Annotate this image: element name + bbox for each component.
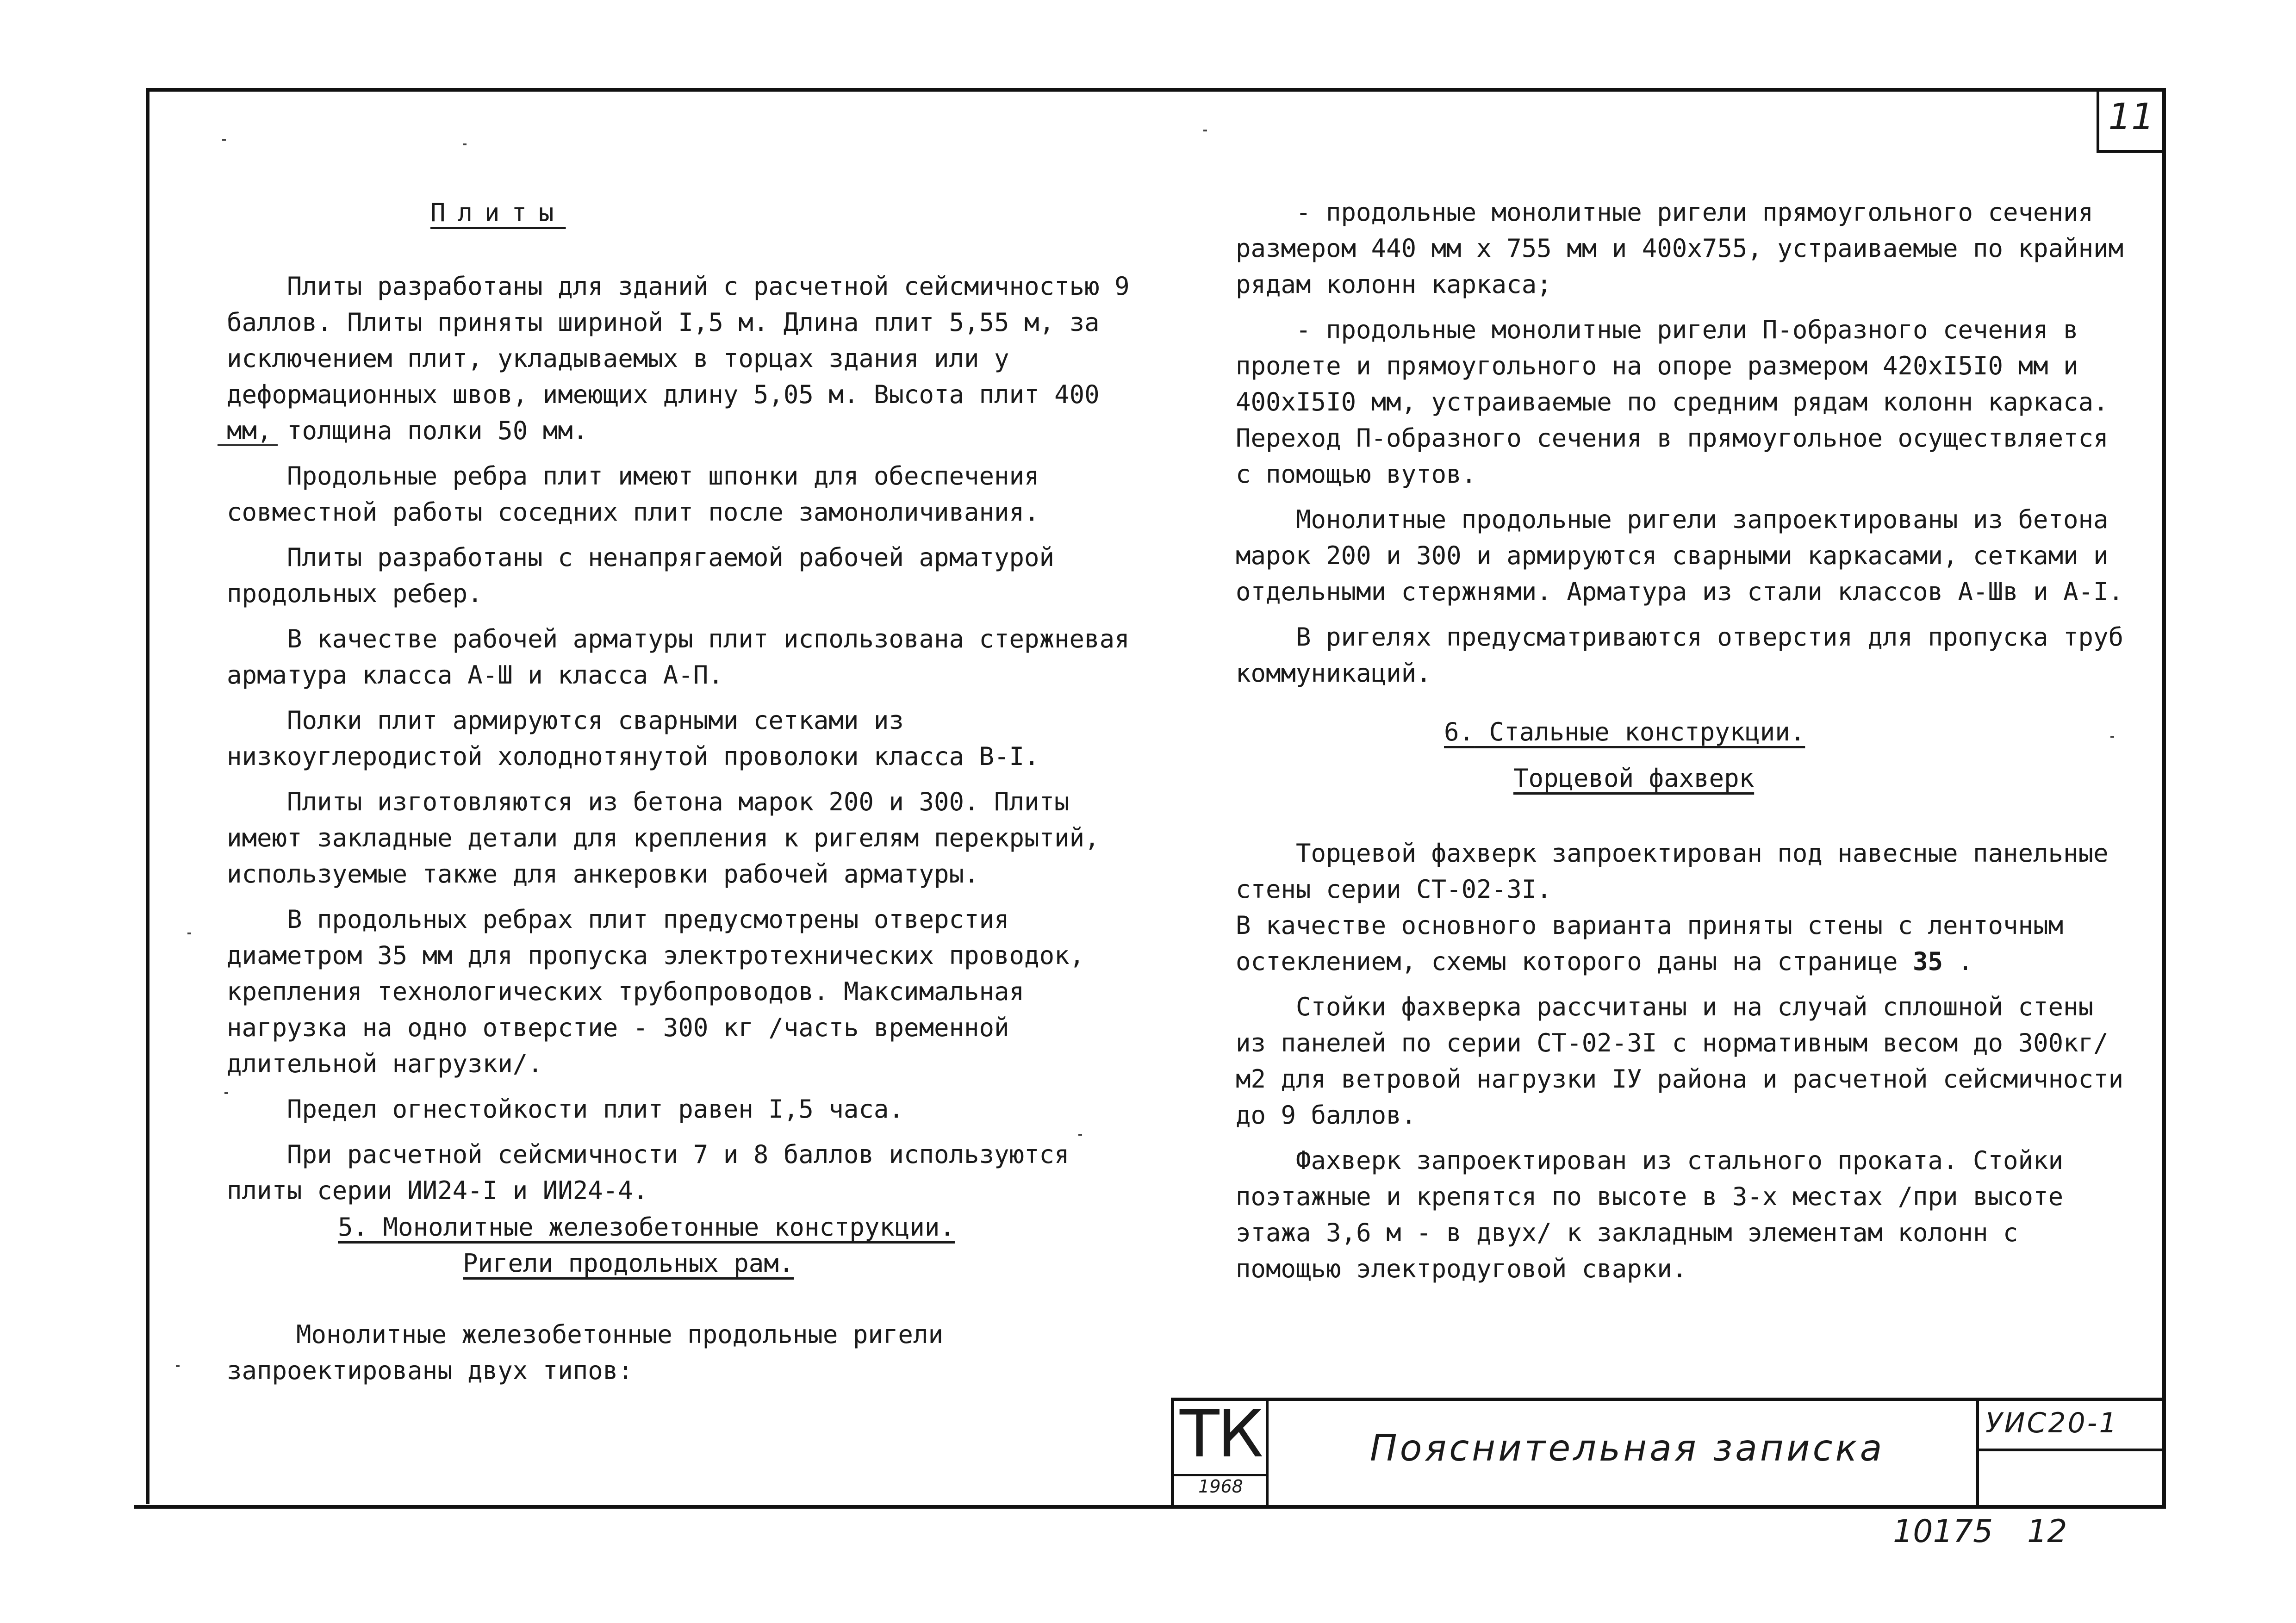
heading-plates: Плиты bbox=[430, 198, 566, 227]
right-column bbox=[1236, 194, 2124, 701]
scan-speck bbox=[1203, 130, 1207, 131]
title-block-divider bbox=[1976, 1449, 2166, 1451]
left-column bbox=[227, 268, 1134, 1218]
scan-speck bbox=[1078, 1134, 1082, 1136]
paragraph: Плиты разработаны для зданий с расчетной сейсмичностью 9 баллов. Плиты приняты шириной I,5 м. Длина плит 5,55 м, за исключением плит, укладываемых в торцах здания или у деформационных швов, имеющих длину 5,05 м. Высота плит 400 мм, толщина полки 50 мм. bbox=[227, 272, 1130, 445]
section-6-heading bbox=[1444, 717, 1805, 746]
paragraph: При расчетной сейсмичности 7 и 8 баллов используются плиты серии ИИ24-I и ИИ24-4. bbox=[227, 1140, 1070, 1205]
paragraph: В продольных ребрах плит предусмотрены отверстия диаметром 35 мм для пропуска электротехнических проводок, крепления технологических трубопроводов. Максимальная нагрузка на одно отверстие - 300 кг /часть временной длительной нагрузки/. bbox=[227, 905, 1085, 1078]
title-block-divider bbox=[1976, 1398, 1979, 1509]
frame-right-border bbox=[2162, 88, 2166, 1509]
paragraph: Полки плит армируются сварными сетками из низкоуглеродистой холоднотянутой проволоки класса В-I. bbox=[227, 706, 1039, 771]
paragraph: Монолитные железобетонные продольные ригели запроектированы двух типов: bbox=[227, 1320, 943, 1385]
scan-speck bbox=[176, 1365, 180, 1367]
tk-year: 1968 bbox=[1198, 1476, 1243, 1497]
paragraph: Фахверк запроектирован из стального проката. Стойки поэтажные и крепятся по высоте в 3-х местах /при высоте этажа 3,6 м - в двух/ к закладным элементам колонн с помощью электродуговой сварки. bbox=[1236, 1146, 2064, 1283]
sheet-number: 12 bbox=[2027, 1513, 2067, 1550]
variant-page-ref: 35 bbox=[1913, 947, 1943, 976]
frame-top-border bbox=[146, 88, 2166, 92]
section-6-number: 6. bbox=[1444, 717, 1475, 746]
inventory-number: 10175 bbox=[1893, 1513, 1993, 1550]
title-block-divider bbox=[1171, 1398, 1174, 1509]
paragraph: Продольные ребра плит имеют шпонки для обеспечения совместной работы соседних плит после замоноличивания. bbox=[227, 461, 1039, 527]
paragraph: Плиты разработаны с ненапрягаемой рабочей арматурой продольных ребер. bbox=[227, 543, 1055, 608]
paragraph: В качестве рабочей арматуры плит использована стержневая арматура класса А-Ш и класса А-П. bbox=[227, 624, 1130, 690]
scan-speck bbox=[463, 143, 467, 145]
left-closing bbox=[227, 1317, 1134, 1389]
title-block-divider bbox=[1266, 1398, 1269, 1509]
scan-speck bbox=[2110, 736, 2114, 738]
section-5-subtitle: Ригели продольных рам. bbox=[463, 1249, 794, 1278]
paragraph: Торцевой фахверк запроектирован под навесные панельные стены серии СТ-02-3I. bbox=[1236, 839, 2109, 904]
paragraph: - продольные монолитные ригели прямоугольного сечения размером 440 мм х 755 мм и 400х755, устраиваемые по крайним рядам колонн каркаса; bbox=[1236, 198, 2124, 299]
section-6-title: Стальные конструкции. bbox=[1489, 717, 1805, 746]
frame-left-border bbox=[146, 88, 149, 1504]
variant-paragraph bbox=[1236, 908, 2124, 980]
paragraph: Предел огнестойкости плит равен I,5 часа. bbox=[287, 1094, 904, 1124]
paragraph: Плиты изготовляются из бетона марок 200 и 300. Плиты имеют закладные детали для крепления к ригелям перекрытий, используемые также для анкеровки рабочей арматуры. bbox=[227, 787, 1100, 889]
paragraph: - продольные монолитные ригели П-образного сечения в пролете и прямоугольного на опоре размером 420хI5I0 мм и 400хI5I0 мм, устраиваемые по средним рядам колонн каркаса. Переход П-образного сечения в прямоугольное осуществляется с помощью вутов. bbox=[1236, 315, 2109, 489]
tk-logo: ТК bbox=[1180, 1397, 1262, 1472]
paragraph: Стойки фахверка рассчитаны и на случай сплошной стены из панелей по серии СТ-02-3I с нормативным весом до 300кг/м2 для ветровой нагрузки IУ района и расчетной сейсмичности до 9 баллов. bbox=[1236, 992, 2124, 1130]
document-code: УИС20-1 bbox=[1985, 1407, 2119, 1439]
frame-bottom-border bbox=[134, 1505, 2166, 1509]
section-5-title: Монолитные железобетонные конструкции. bbox=[383, 1213, 955, 1242]
variant-end: . bbox=[1958, 947, 1973, 976]
scan-speck bbox=[187, 933, 191, 934]
paragraph: В ригелях предусматриваются отверстия для пропуска труб коммуникаций. bbox=[1236, 622, 2124, 688]
right-column-lower bbox=[1236, 835, 2124, 1296]
section-5-heading bbox=[338, 1213, 955, 1242]
paragraph: Монолитные продольные ригели запроектированы из бетона марок 200 и 300 и армируются сварными каркасами, сетками и отдельными стержнями. Арматура из стали классов А-Шв и А-I. bbox=[1236, 505, 2124, 606]
title-block-top-line bbox=[1171, 1398, 2166, 1401]
scan-speck bbox=[224, 1092, 228, 1094]
section-5-number: 5. bbox=[338, 1213, 368, 1242]
document-title: Пояснительная записка bbox=[1370, 1428, 1885, 1469]
scan-speck bbox=[222, 139, 226, 141]
page-number: 11 bbox=[2108, 96, 2154, 138]
variant-text: В качестве основного варианта приняты стены с ленточным остеклением, схемы которого даны на странице bbox=[1236, 911, 2064, 976]
section-6-subtitle: Торцевой фахверк bbox=[1513, 764, 1755, 793]
